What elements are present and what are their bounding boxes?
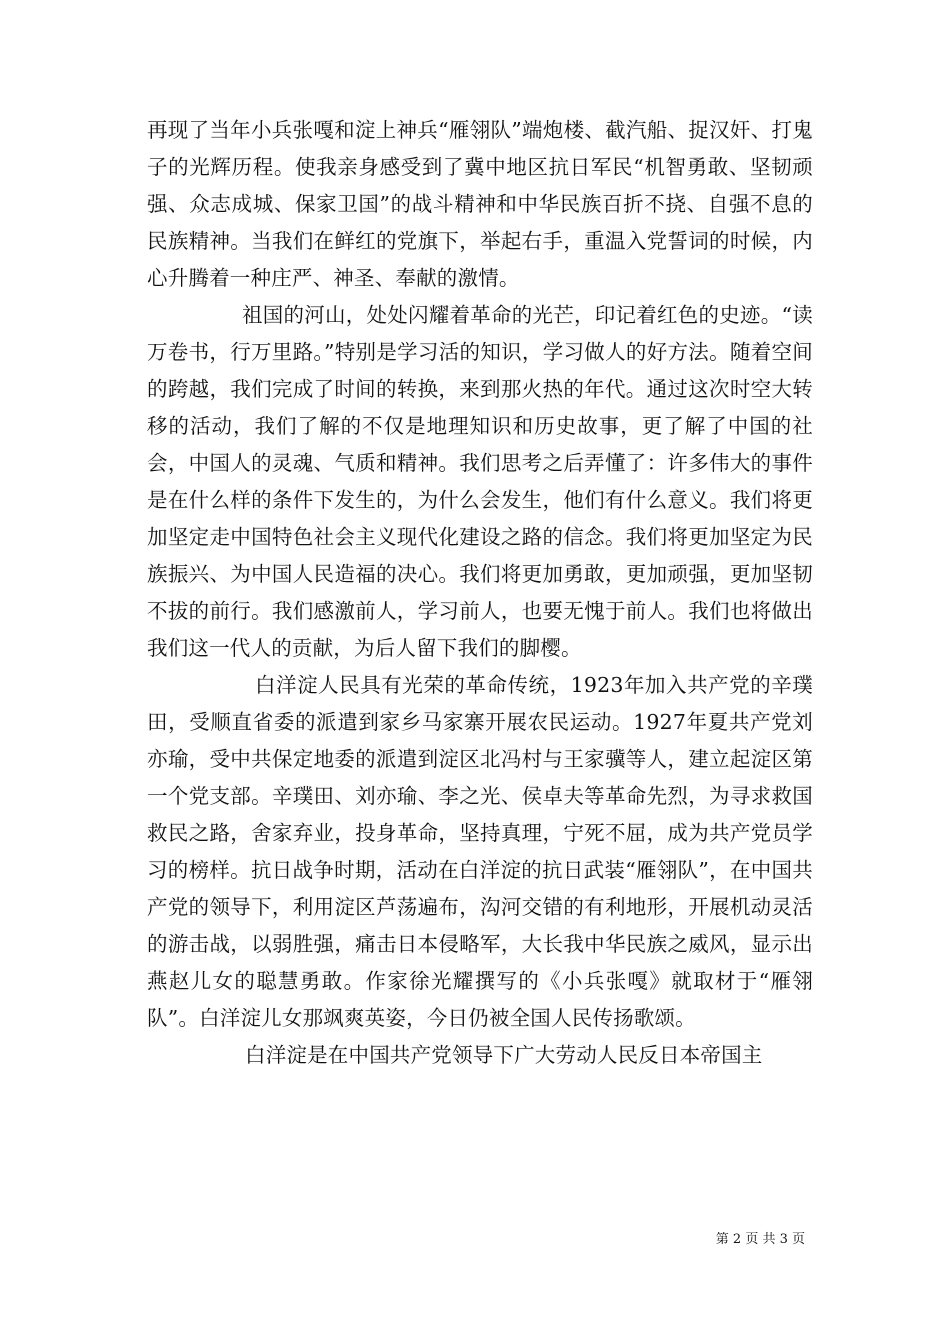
paragraph-4: 白洋淀是在中国共产党领导下广大劳动人民反日本帝国主 — [245, 1043, 763, 1067]
paragraph-3: 白洋淀人民具有光荣的革命传统，1923年加入共产党的辛璞田，受顺直省委的派遣到家乡马家寨开展农民运动。1927年夏共产党刘亦瑜，受中共保定地委的派遣到淀区北冯村与王家骥等人，建立起淀区第一个党支部。辛璞田、刘亦瑜、李之光、侯卓夫等革命先烈，为寻求救国救民之路，舍家弃业，投身革命，坚持真理，宁死不屈，成为共产党员学习的榜样。抗日战争时期，活动在白洋淀的抗日武装“雁翎队”，在中国共产党的领导下，利用淀区芦荡遍布，沟河交错的有利地形，开展机动灵活的游击战，以弱胜强，痛击日本侵略军，大长我中华民族之威风，显示出燕赵儿女的聪慧勇敢。作家徐光耀撰写的《小兵张嘎》就取材于“雁翎队”。白洋淀儿女那飒爽英姿，今日仍被全国人民传扬歌颂。 — [147, 673, 813, 1030]
document-body — [147, 112, 813, 1074]
page-number-footer: 第 2 页 共 3 页 — [715, 1232, 805, 1247]
paragraph-1: 再现了当年小兵张嘎和淀上神兵“雁翎队”端炮楼、截汽船、捉汉奸、打鬼子的光辉历程。使我亲身感受到了冀中地区抗日军民“机智勇敢、坚韧顽强、众志成城、保家卫国”的战斗精神和中华民族百折不挠、自强不息的民族精神。当我们在鲜红的党旗下，举起右手，重温入党誓词的时候，内心升腾着一种庄严、神圣、奉献的激情。 — [147, 118, 813, 290]
paragraph-2: 祖国的河山，处处闪耀着革命的光芒，印记着红色的史迹。“读万卷书，行万里路。”特别是学习活的知识，学习做人的好方法。随着空间的跨越，我们完成了时间的转换，来到那火热的年代。通过这次时空大转移的活动，我们了解的不仅是地理知识和历史故事，更了解了中国的社会，中国人的灵魂、气质和精神。我们思考之后弄懂了：许多伟大的事件是在什么样的条件下发生的，为什么会发生，他们有什么意义。我们将更加坚定走中国特色社会主义现代化建设之路的信念。我们将更加坚定为民族振兴、为中国人民造福的决心。我们将更加勇敢，更加顽强，更加坚韧不拔的前行。我们感激前人，学习前人，也要无愧于前人。我们也将做出我们这一代人的贡献，为后人留下我们的脚樱。 — [147, 303, 813, 660]
